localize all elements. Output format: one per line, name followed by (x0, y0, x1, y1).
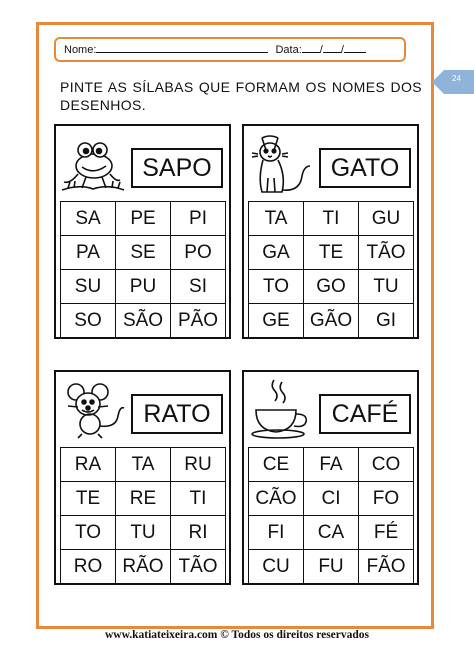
syllable-cell[interactable]: SE (116, 236, 171, 270)
syllable-cell[interactable]: CE (249, 448, 304, 482)
card-sapo (54, 124, 231, 339)
syllable-grid (248, 447, 414, 584)
syllable-cell[interactable]: FU (304, 550, 359, 584)
syllable-cell[interactable]: TO (249, 270, 304, 304)
syllable-cell[interactable]: TO (61, 516, 116, 550)
name-blank[interactable] (96, 39, 268, 53)
syllable-cell[interactable]: GU (359, 202, 414, 236)
syllable-cell[interactable]: TA (249, 202, 304, 236)
date-separator: / (340, 44, 344, 56)
syllable-cell[interactable]: CA (304, 516, 359, 550)
syllable-cell[interactable]: SU (61, 270, 116, 304)
card-cafe (242, 370, 419, 585)
name-date-bar (54, 37, 406, 62)
syllable-cell[interactable]: RÃO (116, 550, 171, 584)
syllable-cell[interactable]: GI (359, 304, 414, 338)
date-day-blank[interactable] (302, 39, 320, 53)
syllable-cell[interactable]: PI (171, 202, 226, 236)
card-gato (242, 124, 419, 339)
syllable-cell[interactable]: PÃO (171, 304, 226, 338)
syllable-cell[interactable]: PA (61, 236, 116, 270)
syllable-cell[interactable]: FÉ (359, 516, 414, 550)
page-number: 24 (452, 74, 461, 83)
syllable-cell[interactable]: SA (61, 202, 116, 236)
syllable-grid (60, 447, 226, 584)
syllable-cell[interactable]: SI (171, 270, 226, 304)
syllable-cell[interactable]: SÃO (116, 304, 171, 338)
mouse-icon (60, 376, 126, 442)
syllable-cell[interactable]: TI (171, 482, 226, 516)
syllable-cell[interactable]: TI (304, 202, 359, 236)
syllable-cell[interactable]: FO (359, 482, 414, 516)
date-month-blank[interactable] (323, 39, 341, 53)
syllable-cell[interactable]: GO (304, 270, 359, 304)
syllable-cell[interactable]: GÃO (304, 304, 359, 338)
target-word: SAPO (131, 148, 223, 188)
frog-icon (60, 130, 126, 196)
syllable-cell[interactable]: GE (249, 304, 304, 338)
instruction-line-2: DESENHOS. (60, 97, 147, 113)
syllable-cell[interactable]: TU (359, 270, 414, 304)
syllable-cell[interactable]: PU (116, 270, 171, 304)
syllable-cell[interactable]: SO (61, 304, 116, 338)
coffee-cup-icon (248, 376, 314, 442)
syllable-cell[interactable]: TE (61, 482, 116, 516)
syllable-cell[interactable]: RE (116, 482, 171, 516)
copyright-footer: www.katiateixeira.com © Todos os direitos reservados (104, 629, 370, 641)
page-number-tab (432, 70, 474, 94)
syllable-cell[interactable]: RO (61, 550, 116, 584)
syllable-cell[interactable]: RA (61, 448, 116, 482)
date-label: Data: (275, 44, 302, 56)
syllable-cell[interactable]: CO (359, 448, 414, 482)
target-word: GATO (319, 148, 411, 188)
syllable-cell[interactable]: TU (116, 516, 171, 550)
syllable-cell[interactable]: PE (116, 202, 171, 236)
target-word: RATO (131, 394, 223, 434)
date-year-blank[interactable] (344, 39, 366, 53)
syllable-grid (248, 201, 414, 338)
syllable-cell[interactable]: GA (249, 236, 304, 270)
name-label: Nome: (64, 44, 97, 56)
syllable-cell[interactable]: PO (171, 236, 226, 270)
syllable-cell[interactable]: RI (171, 516, 226, 550)
syllable-cell[interactable]: RU (171, 448, 226, 482)
syllable-cell[interactable]: CI (304, 482, 359, 516)
card-rato (54, 370, 231, 585)
date-separator: / (319, 44, 323, 56)
syllable-cell[interactable]: TÃO (359, 236, 414, 270)
cat-icon (248, 130, 314, 196)
syllable-cell[interactable]: FA (304, 448, 359, 482)
syllable-cell[interactable]: FÃO (359, 550, 414, 584)
instruction-line-1: PINTE AS SÍLABAS QUE FORMAM OS NOMES DOS (60, 79, 422, 95)
syllable-grid (60, 201, 226, 338)
syllable-cell[interactable]: CÃO (249, 482, 304, 516)
syllable-cell[interactable]: TE (304, 236, 359, 270)
instruction-text (60, 78, 422, 114)
syllable-cell[interactable]: TA (116, 448, 171, 482)
target-word: CAFÉ (319, 394, 411, 434)
syllable-cell[interactable]: FI (249, 516, 304, 550)
syllable-cell[interactable]: CU (249, 550, 304, 584)
syllable-cell[interactable]: TÃO (171, 550, 226, 584)
